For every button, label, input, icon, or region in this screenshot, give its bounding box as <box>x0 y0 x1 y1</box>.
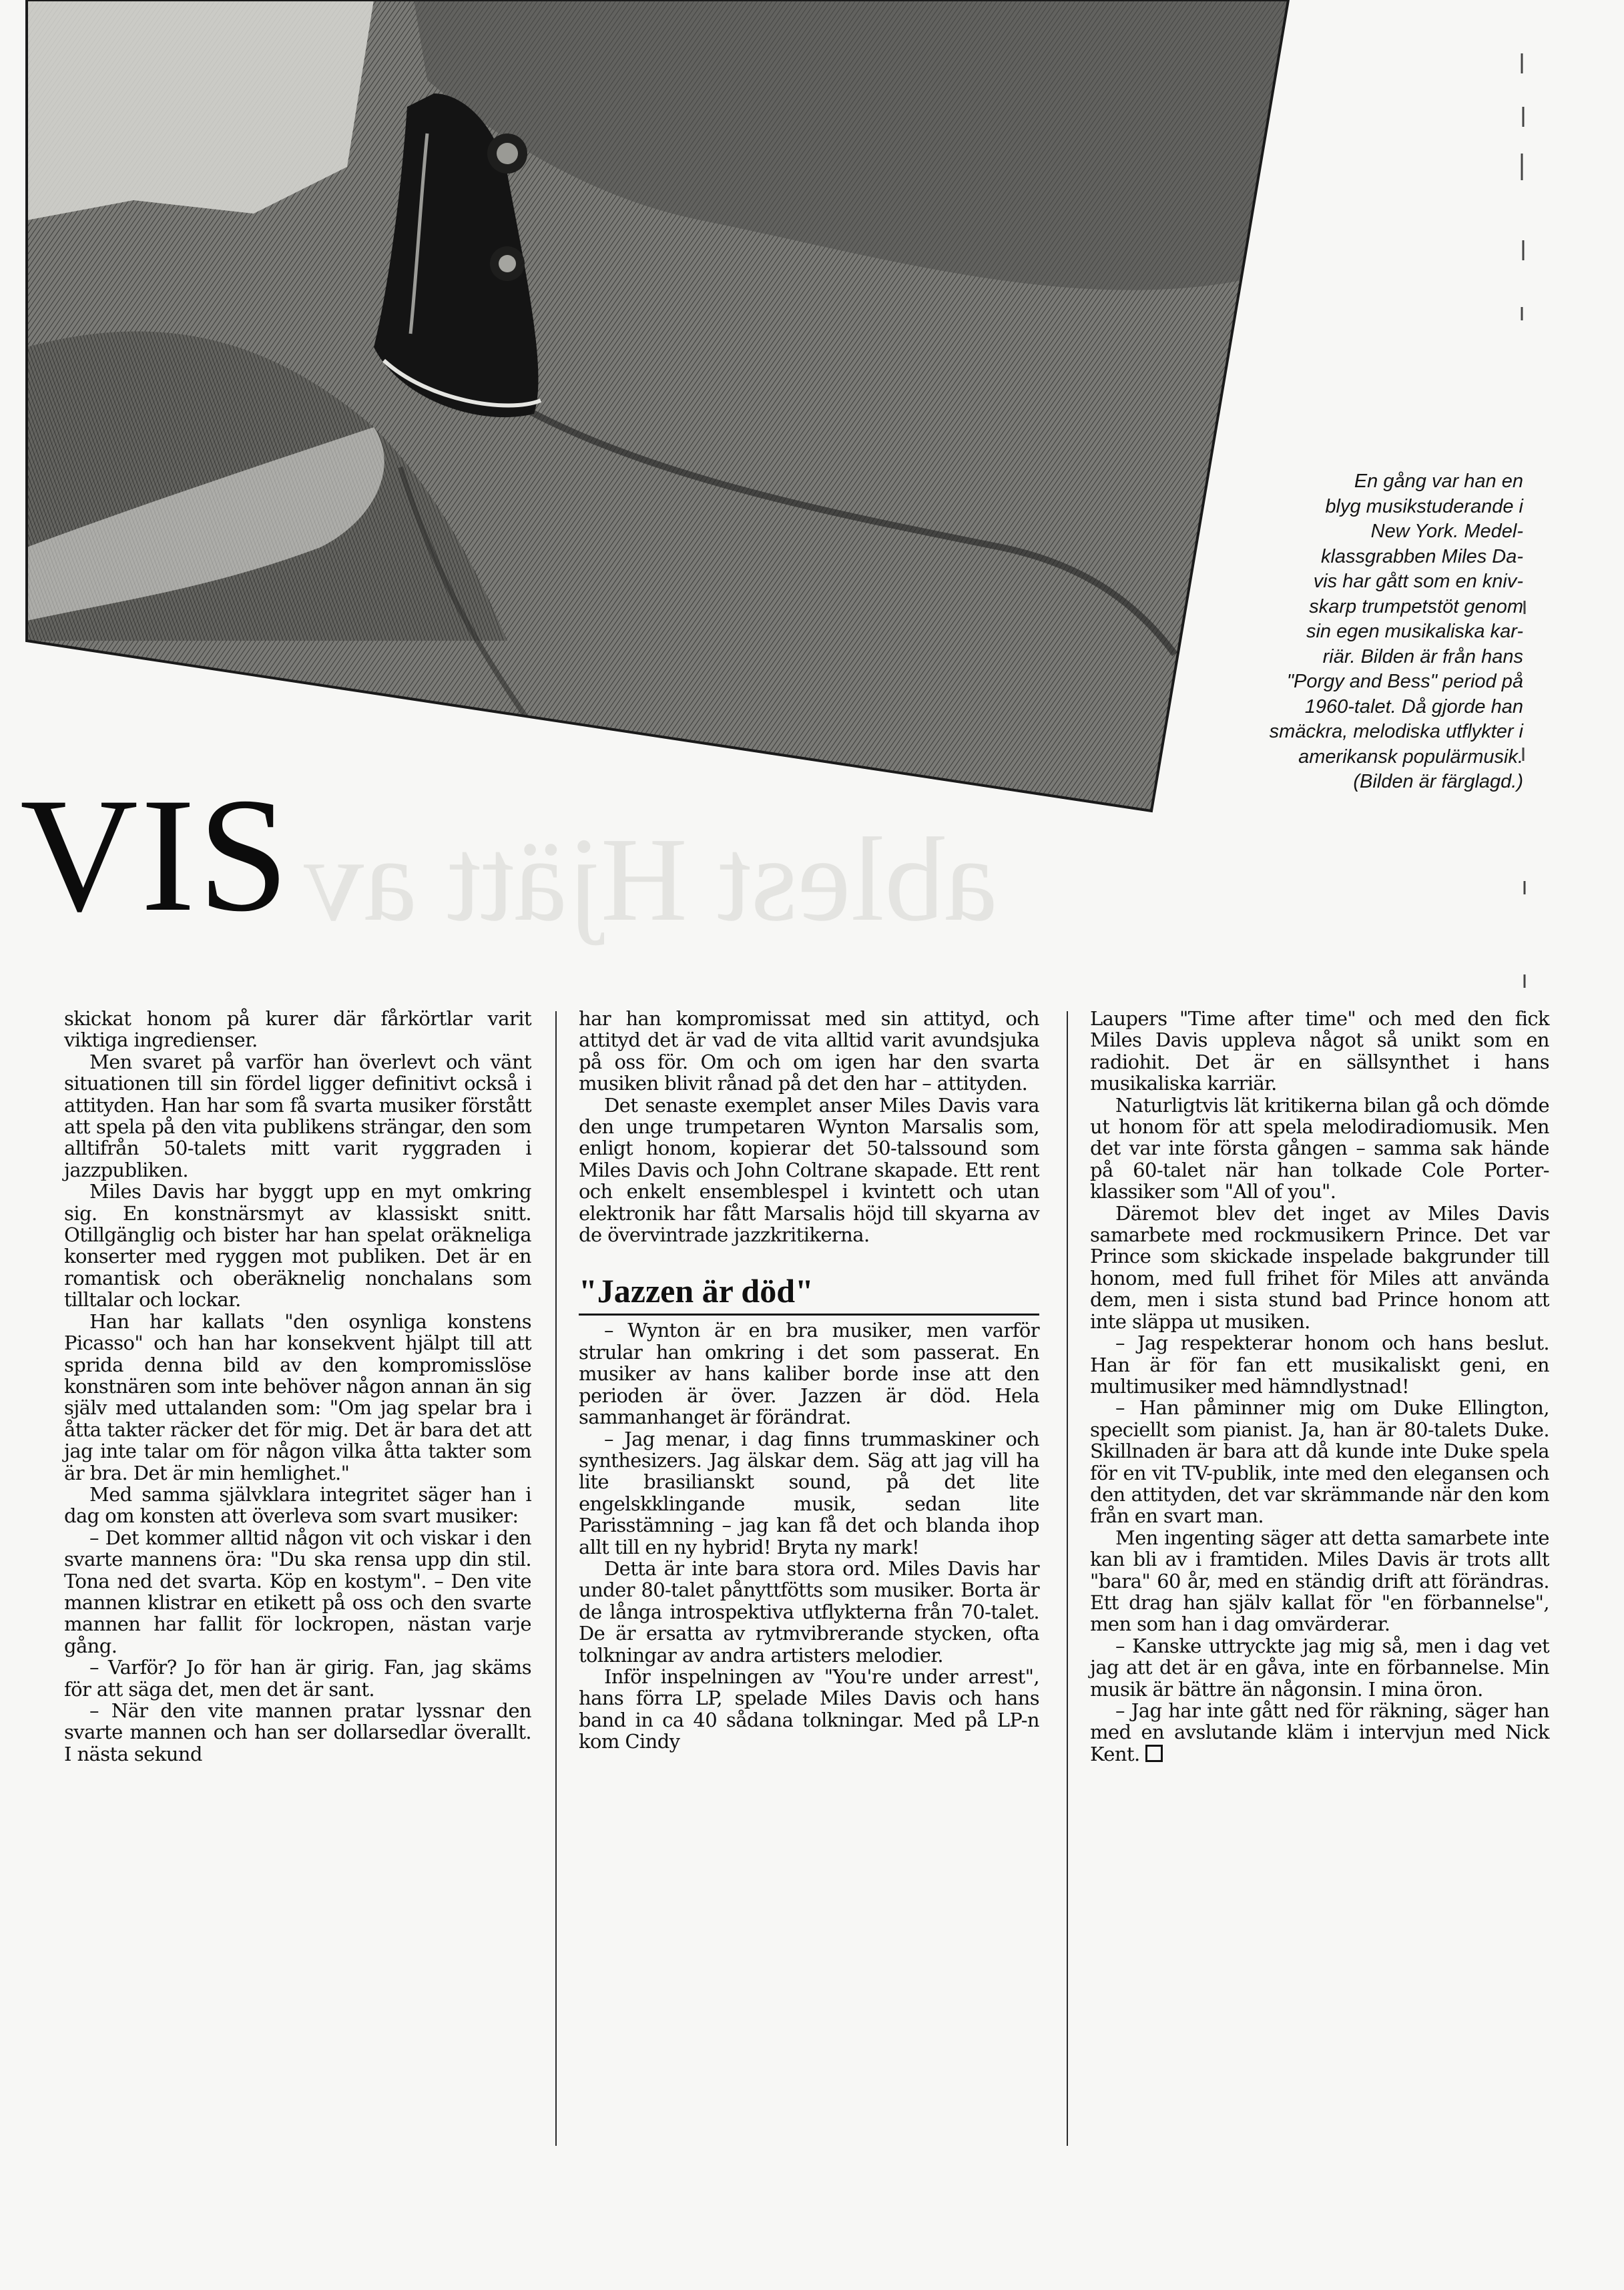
caption-line: (Bilden är färglagd.) <box>1353 771 1523 792</box>
article-column-1 <box>64 1008 531 2156</box>
paragraph <box>1090 1700 1549 1765</box>
paragraph: Däremot blev det inget av Miles Davis samarbete med rockmusikern Prince. Det var Prince som skickade inspelade bakgrunder till honom, med full frihet för Miles att använda dem, men i sista stund bad Prince honom att inte släppa ut musiken. <box>1090 1201 1549 1333</box>
caption-line: vis har gått som en kniv- <box>1313 571 1523 592</box>
paragraph-text: – Jag har inte gått ned för räkning, säger han med en avslutande kläm i intervjun med Nick Kent. <box>1090 1699 1549 1765</box>
paragraph: – När den vite mannen pratar lyssnar den svarte mannen och han ser dollarsedlar överallt. I nästa sekund <box>64 1699 531 1765</box>
paragraph: Miles Davis har byggt upp en myt omkring sig. En konstnärsmyt av klassiskt snitt. Otillgänglig och bister har han spelat oräkneliga konserter med ryggen mot publiken. Det är en romantisk och oberäknelig nonchalans som tilltalar och lockar. <box>64 1180 531 1312</box>
paragraph: – Wynton är en bra musiker, men varför strular han omkring i det som passerat. En musiker av hans kaliber borde inse att den perioden är över. Jazzen är död. Hela sammanhanget är förändrat. <box>579 1319 1039 1429</box>
paragraph: – Jag menar, i dag finns trummaskiner och synthesizers. Jag älskar dem. Säg att jag vill ha lite brasilianskt sound, på det lite engelskklingande musik, sedan lite Parisstämning – jag kan få det och blanda ihop allt till en ny hybrid! Bryta ny mark! <box>579 1427 1039 1558</box>
caption-line: amerikansk populärmusik. <box>1298 746 1523 768</box>
paragraph: Det senaste exemplet anser Miles Davis vara den unge trumpetaren Wynton Marsalis som, enligt honom, kopierar det 50-talssound som Miles Davis och John Coltrane skapade. Ett rent och enkelt ensemblespel i kvintett och utan elektronik har fått Marsalis höjd till skyarna av de övervintrade jazzkritikerna. <box>579 1093 1039 1247</box>
paragraph: skickat honom på kurer där fårkörtlar varit viktiga ingredienser. <box>64 1007 531 1052</box>
column-rule <box>555 1011 557 2146</box>
paragraph: Med samma självklara integritet säger han i dag om konsten att överleva som svart musiker: <box>64 1482 531 1528</box>
trumpet-photo-icon <box>0 0 1302 821</box>
caption-line: smäckra, melodiska utflykter i <box>1269 721 1523 742</box>
paragraph: Inför inspelningen av "You're under arrest", hans förra LP, spelade Miles Davis och hans band in ca 40 sådana tolkningar. Med på LP-n kom Cindy <box>579 1665 1039 1753</box>
paragraph: – Det kommer alltid någon vit och viskar i den svarte mannens öra: "Du ska rensa upp din stil. Tona ned det svarta. Köp en kostym". – Den vite mannen klistrar en etikett på oss och den svarte mannen har fallit för lockropen, nästan varje gång. <box>64 1526 531 1657</box>
paragraph: Men ingenting säger att detta samarbete inte kan bli av i framtiden. Miles Davis är trots allt "bara" 60 år, med en ständig drift att förändras. Ett drag han själv kallat för "en förbannelse", men som han i dag omvärderar. <box>1090 1526 1549 1636</box>
caption-line: klassgrabben Miles Da- <box>1320 545 1523 567</box>
end-of-article-box-icon <box>1145 1745 1163 1762</box>
caption-line: blyg musikstuderande i <box>1325 495 1523 517</box>
caption-line: skarp trumpetstöt genom <box>1309 595 1523 617</box>
caption-line: riär. Bilden är från hans <box>1322 645 1523 667</box>
show-through-text: ablest Hjätt av <box>304 813 998 946</box>
paragraph: Detta är inte bara stora ord. Miles Davis har under 80-talet pånyttfötts som musiker. Borta är de långa introspektiva utflykterna från 70-talet. De är ersatta av rytmvibrerande stycken, ofta tolkningar av andra artisters melodier. <box>579 1556 1039 1667</box>
paragraph: Laupers "Time after time" och med den fick Miles Davis uppleva något så unikt som en radiohit. Det är en sällsynthet i hans musikaliska karriär. <box>1090 1007 1549 1095</box>
subheading: "Jazzen är död" <box>579 1272 1039 1316</box>
paragraph: – Varför? Jo för han är girig. Fan, jag skäms för att säga det, men det är sant. <box>64 1656 531 1701</box>
paragraph: – Han påminner mig om Duke Ellington, speciellt som pianist. Ja, han är 80-talets Duke. Skillnaden är bara att då kunde inte Duke spela för en vit TV-publik, inte med den elegansen och den attityden, det var skrämmande när den kom från en svart man. <box>1090 1396 1549 1528</box>
paragraph: – Kanske uttryckte jag mig så, men i dag vet jag att det är en gåva, inte en förbannelse. Min musik är bättre än någonsin. I mina öron. <box>1090 1634 1549 1701</box>
paragraph: Naturligtvis lät kritikerna bilan gå och dömde ut honom för att spela melodiradiomusik. Men det var inte första gången – samma sak hände på 60-talet när han tolkade Cole Porter-klassiker som "All of you". <box>1090 1093 1549 1203</box>
article-column-2 <box>579 1008 1039 2156</box>
paragraph: – Jag respekterar honom och hans beslut. Han är för fan ett musikaliskt geni, en multimusiker med hämndlystnad! <box>1090 1332 1549 1398</box>
article-column-3 <box>1090 1008 1549 2156</box>
paragraph: Han har kallats "den osynliga konstens Picasso" och han har konsekvent hjälpt till att sprida denna bild av den kompromisslöse konstnären som inte behöver någon annan än sig själv med uttalanden som: "Om jag spelar bra i åtta takter räcker det för mig. Det är bara det att jag inte talar om för någon vilka åtta takter som är bra. Det är min hemlighet." <box>64 1310 531 1484</box>
trumpet-photo <box>0 0 1302 821</box>
caption-line: En gång var han en <box>1354 471 1523 492</box>
headline: VIS <box>20 764 292 945</box>
caption-line: sin egen musikaliska kar- <box>1306 621 1523 642</box>
column-rule <box>1067 1011 1068 2146</box>
caption-line: New York. Medel- <box>1370 521 1523 542</box>
paragraph: har han kompromissat med sin attityd, och attityd det är vad de vita alltid varit avundsjuka på oss för. Om och om igen har den svarta musiken blivit rånad på det den har – attityden. <box>579 1007 1039 1095</box>
photo-caption <box>1176 469 1523 795</box>
paragraph: Men svaret på varför han överlevt och vänt situationen till sin fördel ligger definitivt också i attityden. Han har som få svarta musiker förstått att spela på den vita publikens strängar, den som alltifrån 50-talets mitt varit ryggraden i jazzpubliken. <box>64 1050 531 1181</box>
caption-line: 1960-talet. Då gjorde han <box>1304 695 1523 718</box>
caption-line: "Porgy and Bess" period på <box>1286 671 1523 692</box>
scan-edge-marks <box>1514 27 1541 1001</box>
